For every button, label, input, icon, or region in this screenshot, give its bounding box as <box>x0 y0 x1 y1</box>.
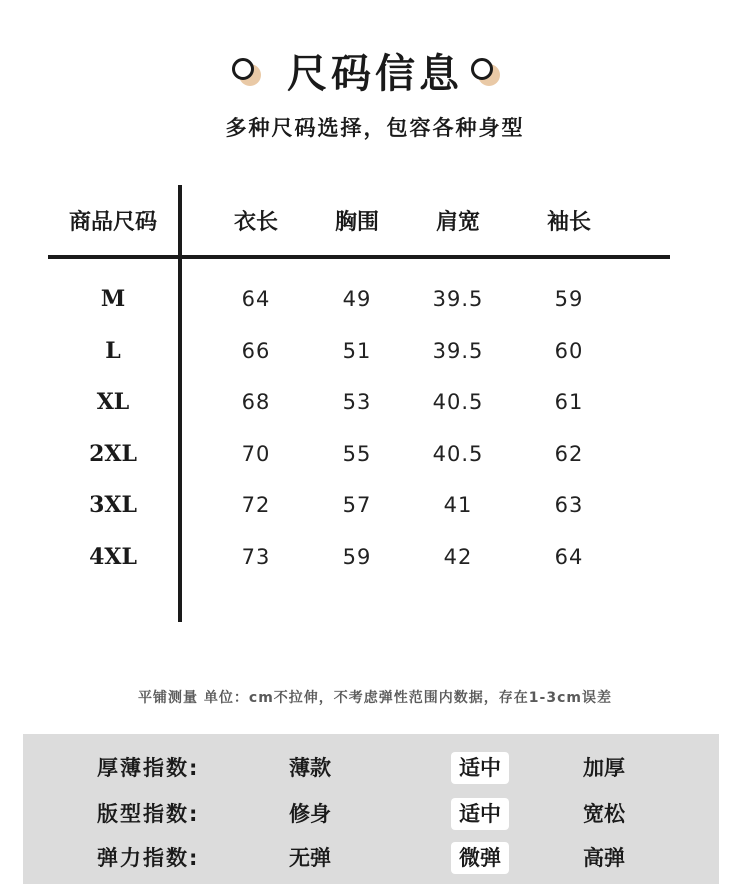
table-cell: 59 <box>554 287 584 311</box>
index-row <box>23 838 719 878</box>
header <box>0 44 750 104</box>
index-option: 高弹 <box>583 846 625 870</box>
page-subtitle: 多种尺码选择，包容各种身型 <box>225 116 525 140</box>
table-cell: 51 <box>342 338 372 363</box>
size-label: XL <box>96 389 130 415</box>
table-cell: 64 <box>554 544 584 569</box>
column-header: 肩宽 <box>435 210 481 235</box>
table-cell: 62 <box>554 441 584 466</box>
table-cell: 55 <box>342 441 372 466</box>
index-option: 加厚 <box>583 756 625 780</box>
table-cell: 40.5 <box>432 441 484 466</box>
table-cell: 41 <box>443 493 473 517</box>
index-option: 修身 <box>289 802 331 826</box>
size-label: L <box>105 337 121 364</box>
size-label: 3XL <box>89 492 137 518</box>
column-header: 衣长 <box>233 210 279 235</box>
table-cell: 64 <box>241 287 271 311</box>
table-cell: 39.5 <box>432 287 484 311</box>
table-cell: 61 <box>554 390 584 414</box>
table-cell: 66 <box>241 338 271 363</box>
table-cell: 70 <box>241 441 271 466</box>
index-row <box>23 794 719 834</box>
table-cell: 59 <box>342 544 372 569</box>
index-label: 版型指数: <box>97 802 200 826</box>
table-cell: 72 <box>241 493 271 517</box>
table-horizontal-divider <box>48 255 670 259</box>
circle-decoration-icon <box>471 58 503 90</box>
table-cell: 49 <box>342 287 372 311</box>
index-option-selected: 适中 <box>451 752 509 784</box>
index-option: 薄款 <box>289 756 331 780</box>
index-label: 弹力指数: <box>97 846 200 870</box>
table-vertical-divider <box>178 185 182 622</box>
index-row <box>23 748 719 788</box>
column-header: 商品尺码 <box>68 210 158 235</box>
table-cell: 53 <box>342 390 372 414</box>
size-table <box>0 185 750 625</box>
table-cell: 42 <box>443 544 473 569</box>
column-header: 胸围 <box>334 210 380 235</box>
index-option: 宽松 <box>583 802 625 826</box>
size-label: M <box>100 286 126 312</box>
index-option: 无弹 <box>289 846 331 870</box>
index-label: 厚薄指数: <box>97 756 200 780</box>
table-cell: 63 <box>554 493 584 517</box>
size-label: 4XL <box>89 543 137 570</box>
table-cell: 40.5 <box>432 390 484 414</box>
index-panel <box>23 734 719 884</box>
page-title: 尺码信息 <box>287 51 463 97</box>
table-cell: 73 <box>241 544 271 569</box>
index-option-selected: 适中 <box>451 798 509 830</box>
column-header: 袖长 <box>546 210 592 235</box>
table-cell: 39.5 <box>432 338 484 363</box>
measurement-note: 平铺测量 单位：cm不拉伸，不考虑弹性范围内数据，存在1-3cm误差 <box>138 690 612 706</box>
table-cell: 68 <box>241 390 271 414</box>
index-option-selected: 微弹 <box>451 842 509 874</box>
table-cell: 57 <box>342 493 372 517</box>
table-cell: 60 <box>554 338 584 363</box>
size-label: 2XL <box>89 440 137 467</box>
